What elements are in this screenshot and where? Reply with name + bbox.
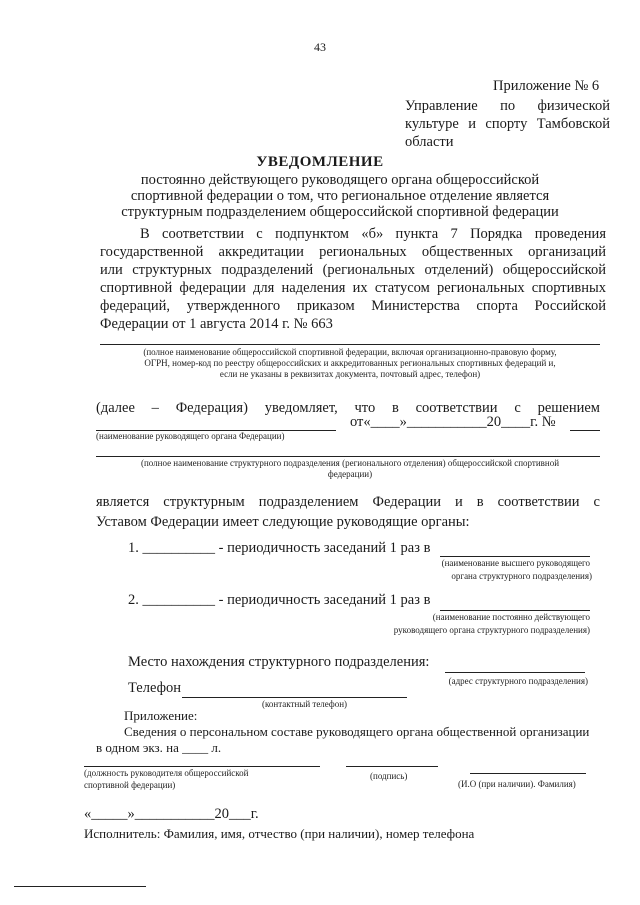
full-name-hint: (И.О (при наличии). Фамилия): [458, 779, 576, 789]
appendix-label: Приложение № 6: [493, 78, 600, 94]
statement-line: является структурным подразделением Федерации и в соответствии с: [96, 494, 600, 510]
organ-hint: органа структурного подразделения): [451, 571, 592, 581]
notify-text: (далее – Федерация) уведомляет, что в соответствии с решением: [96, 400, 600, 416]
decision-number-line[interactable]: [570, 430, 600, 431]
signature-hint: (подпись): [370, 771, 408, 781]
page-number: 43: [314, 40, 326, 54]
addressee-line: Управление по физической: [405, 98, 610, 114]
organ-text[interactable]: 1. __________ - периодичность заседаний 1 раз в: [128, 540, 431, 556]
organ-text[interactable]: 2. __________ - периодичность заседаний 1 раз в: [128, 592, 431, 608]
full-name-line[interactable]: [470, 773, 586, 774]
addressee-line: области: [405, 134, 454, 150]
statement-line: Уставом Федерации имеет следующие руководящие органы:: [96, 514, 470, 530]
organ-hint: руководящего органа структурного подразделения): [393, 625, 590, 635]
location-input-line[interactable]: [445, 672, 585, 673]
division-name-line[interactable]: [96, 456, 600, 457]
subtitle-line: спортивной федерации о том, что региональное отделение является: [130, 188, 550, 204]
attachment-line: в одном экз. на ____ л.: [96, 740, 222, 755]
date-field[interactable]: «_____»___________20___г.: [84, 806, 259, 822]
organ-frequency-line[interactable]: [440, 556, 590, 557]
federation-name-line[interactable]: [100, 344, 600, 345]
phone-input-line[interactable]: [182, 697, 407, 698]
intro-line: государственной аккредитации региональных общественных организаций: [100, 244, 606, 260]
organ-frequency-line[interactable]: [440, 610, 590, 611]
phone-label: Телефон: [128, 680, 181, 696]
intro-line: спортивной федерации для наделения их статусом региональных спортивных: [100, 280, 606, 296]
attachment-label: Приложение:: [124, 708, 198, 723]
executor-line: Исполнитель: Фамилия, имя, отчество (при наличии), номер телефона: [84, 826, 475, 841]
intro-line: или структурных подразделений (региональных отделений) общероссийской: [100, 262, 606, 278]
attachment-line: Сведения о персональном составе руководящего органа общественной организации: [124, 724, 590, 739]
organ-hint: (наименование постоянно действующего: [432, 612, 590, 622]
document-title: УВЕДОМЛЕНИЕ: [256, 154, 384, 170]
subtitle-line: структурным подразделением общероссийской спортивной федерации: [121, 204, 559, 220]
addressee-line: культуре и спорту Тамбовской: [405, 116, 610, 132]
decision-date-field[interactable]: от«____»___________20____г. №: [350, 414, 556, 430]
organ-hint: (наименование высшего руководящего: [441, 558, 590, 568]
position-hint: (должность руководителя общероссийской: [84, 768, 249, 778]
intro-line: В соответствии с подпунктом «б» пункта 7 Порядка проведения: [140, 226, 606, 242]
phone-hint: (контактный телефон): [262, 699, 348, 709]
position-hint: спортивной федерации): [84, 780, 176, 790]
signature-line[interactable]: [346, 766, 438, 767]
intro-line: Федерации от 1 августа 2014 г. № 663: [100, 316, 333, 332]
location-label: Место нахождения структурного подразделения:: [128, 654, 430, 670]
intro-line: федераций, утвержденного приказом Министерства спорта Российской: [100, 298, 606, 314]
location-hint: (адрес структурного подразделения): [448, 676, 588, 686]
subtitle-line: постоянно действующего руководящего органа общероссийской: [140, 172, 540, 188]
governing-body-hint: (наименование руководящего органа Федерации): [96, 431, 285, 441]
position-line[interactable]: [84, 766, 320, 767]
footnote-separator: [14, 886, 146, 887]
